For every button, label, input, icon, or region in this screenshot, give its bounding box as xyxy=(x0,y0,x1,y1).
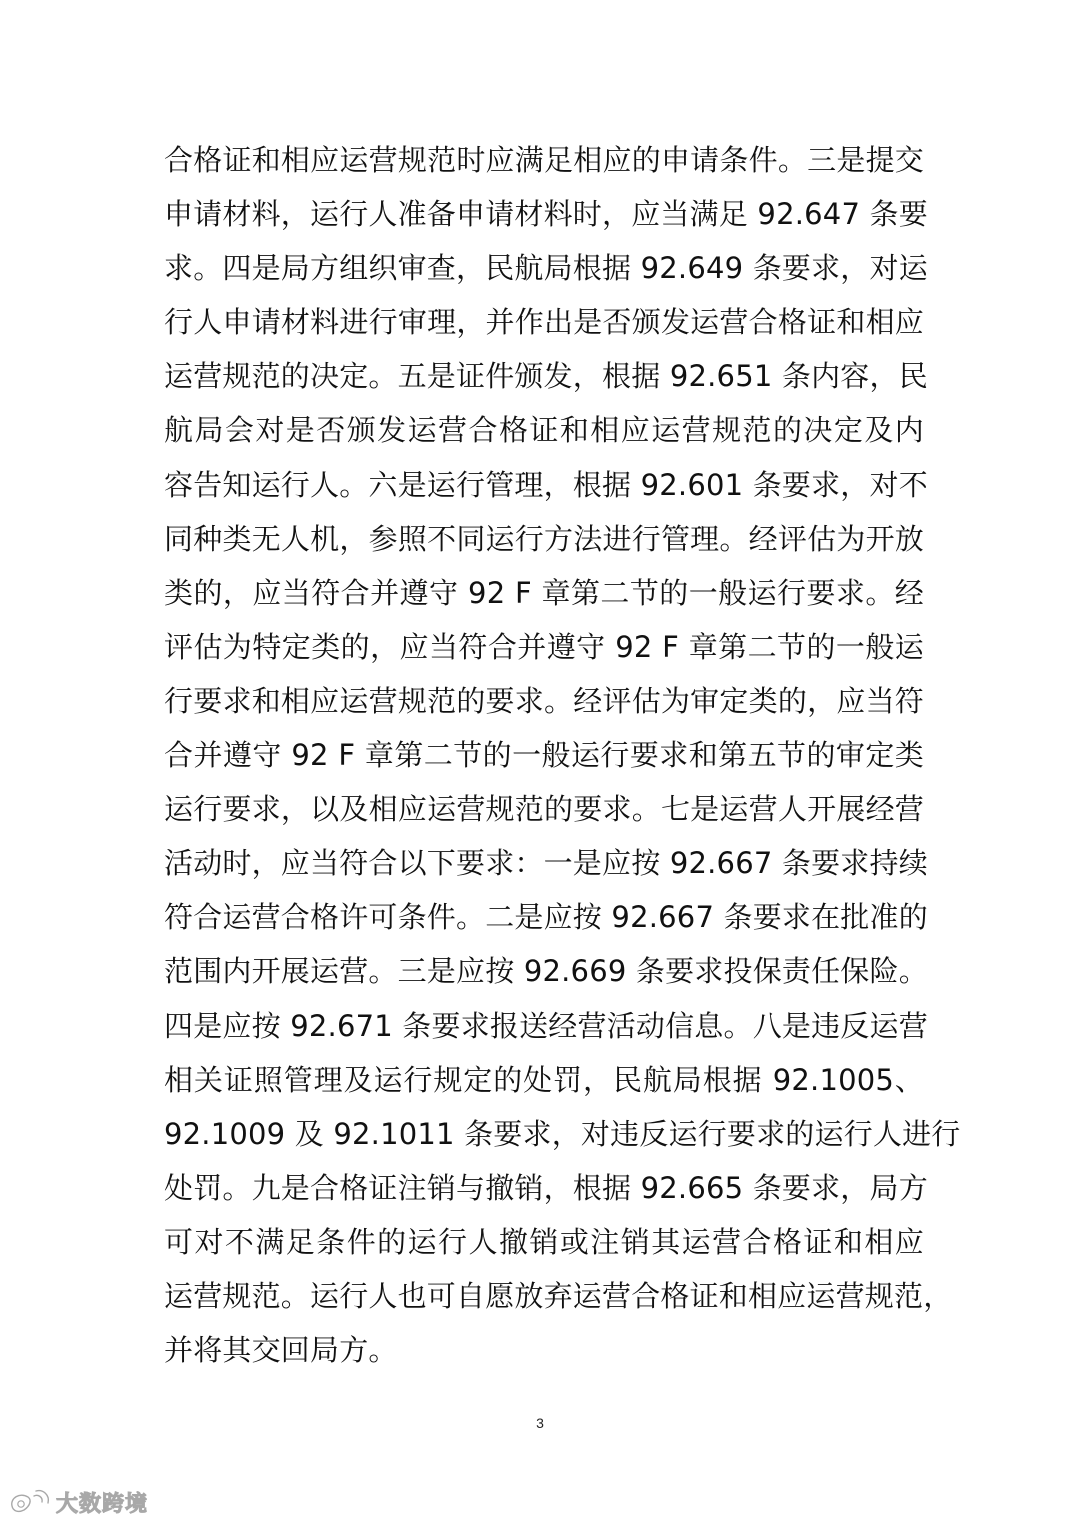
watermark-text: 大数跨境 xyxy=(56,1491,149,1517)
text-line: 运营规范。运行人也可自愿放弃运营合格证和相应运营规范， xyxy=(164,1278,953,1313)
text-line: 四是应按 92.671 条要求报送经营活动信息。八是违反运营 xyxy=(164,1008,928,1043)
text-line: 活动时，应当符合以下要求：一是应按 92.667 条要求持续 xyxy=(164,846,928,881)
text-line: 类的，应当符合并遵守 92 F 章第二节的一般运行要求。经 xyxy=(164,575,924,610)
text-line: 并将其交回局方。 xyxy=(164,1333,398,1368)
text-line: 92.1009 及 92.1011 条要求，对违反运行要求的运行人进行 xyxy=(164,1116,961,1151)
text-line: 相关证照管理及运行规定的处罚，民航局根据 92.1005、 xyxy=(164,1062,924,1097)
text-line: 处罚。九是合格证注销与撤销，根据 92.665 条要求，局方 xyxy=(164,1170,928,1205)
text-line: 符合运营合格许可条件。二是应按 92.667 条要求在批准的 xyxy=(164,900,928,935)
text-line: 行人申请材料进行审理，并作出是否颁发运营合格证和相应 xyxy=(164,305,924,340)
text-line: 运营规范的决定。五是证件颁发，根据 92.651 条内容，民 xyxy=(164,359,928,394)
text-line: 航局会对是否颁发运营合格证和相应运营规范的决定及内 xyxy=(164,413,924,448)
watermark xyxy=(6,1488,148,1516)
text-line: 范围内开展运营。三是应按 92.669 条要求投保责任保险。 xyxy=(164,954,928,989)
text-line: 可对不满足条件的运行人撤销或注销其运营合格证和相应 xyxy=(164,1224,924,1259)
page-number: 3 xyxy=(536,1415,544,1431)
text-line: 合并遵守 92 F 章第二节的一般运行要求和第五节的审定类 xyxy=(164,738,924,773)
text-line: 求。四是局方组织审查，民航局根据 92.649 条要求，对运 xyxy=(164,251,928,286)
text-line: 行要求和相应运营规范的要求。经评估为审定类的，应当符 xyxy=(164,683,924,718)
weibo-style-logo-icon xyxy=(6,1488,52,1516)
text-line: 运行要求，以及相应运营规范的要求。七是运营人开展经营 xyxy=(164,792,924,827)
text-line: 合格证和相应运营规范时应满足相应的申请条件。三是提交 xyxy=(164,143,924,177)
text-line: 评估为特定类的，应当符合并遵守 92 F 章第二节的一般运 xyxy=(164,629,924,664)
text-line: 同种类无人机，参照不同运行方法进行管理。经评估为开放 xyxy=(164,521,924,556)
text-line: 申请材料，运行人准备申请材料时，应当满足 92.647 条要 xyxy=(164,197,928,232)
body-paragraph xyxy=(164,133,961,1377)
text-line: 容告知运行人。六是运行管理，根据 92.601 条要求，对不 xyxy=(164,467,928,502)
